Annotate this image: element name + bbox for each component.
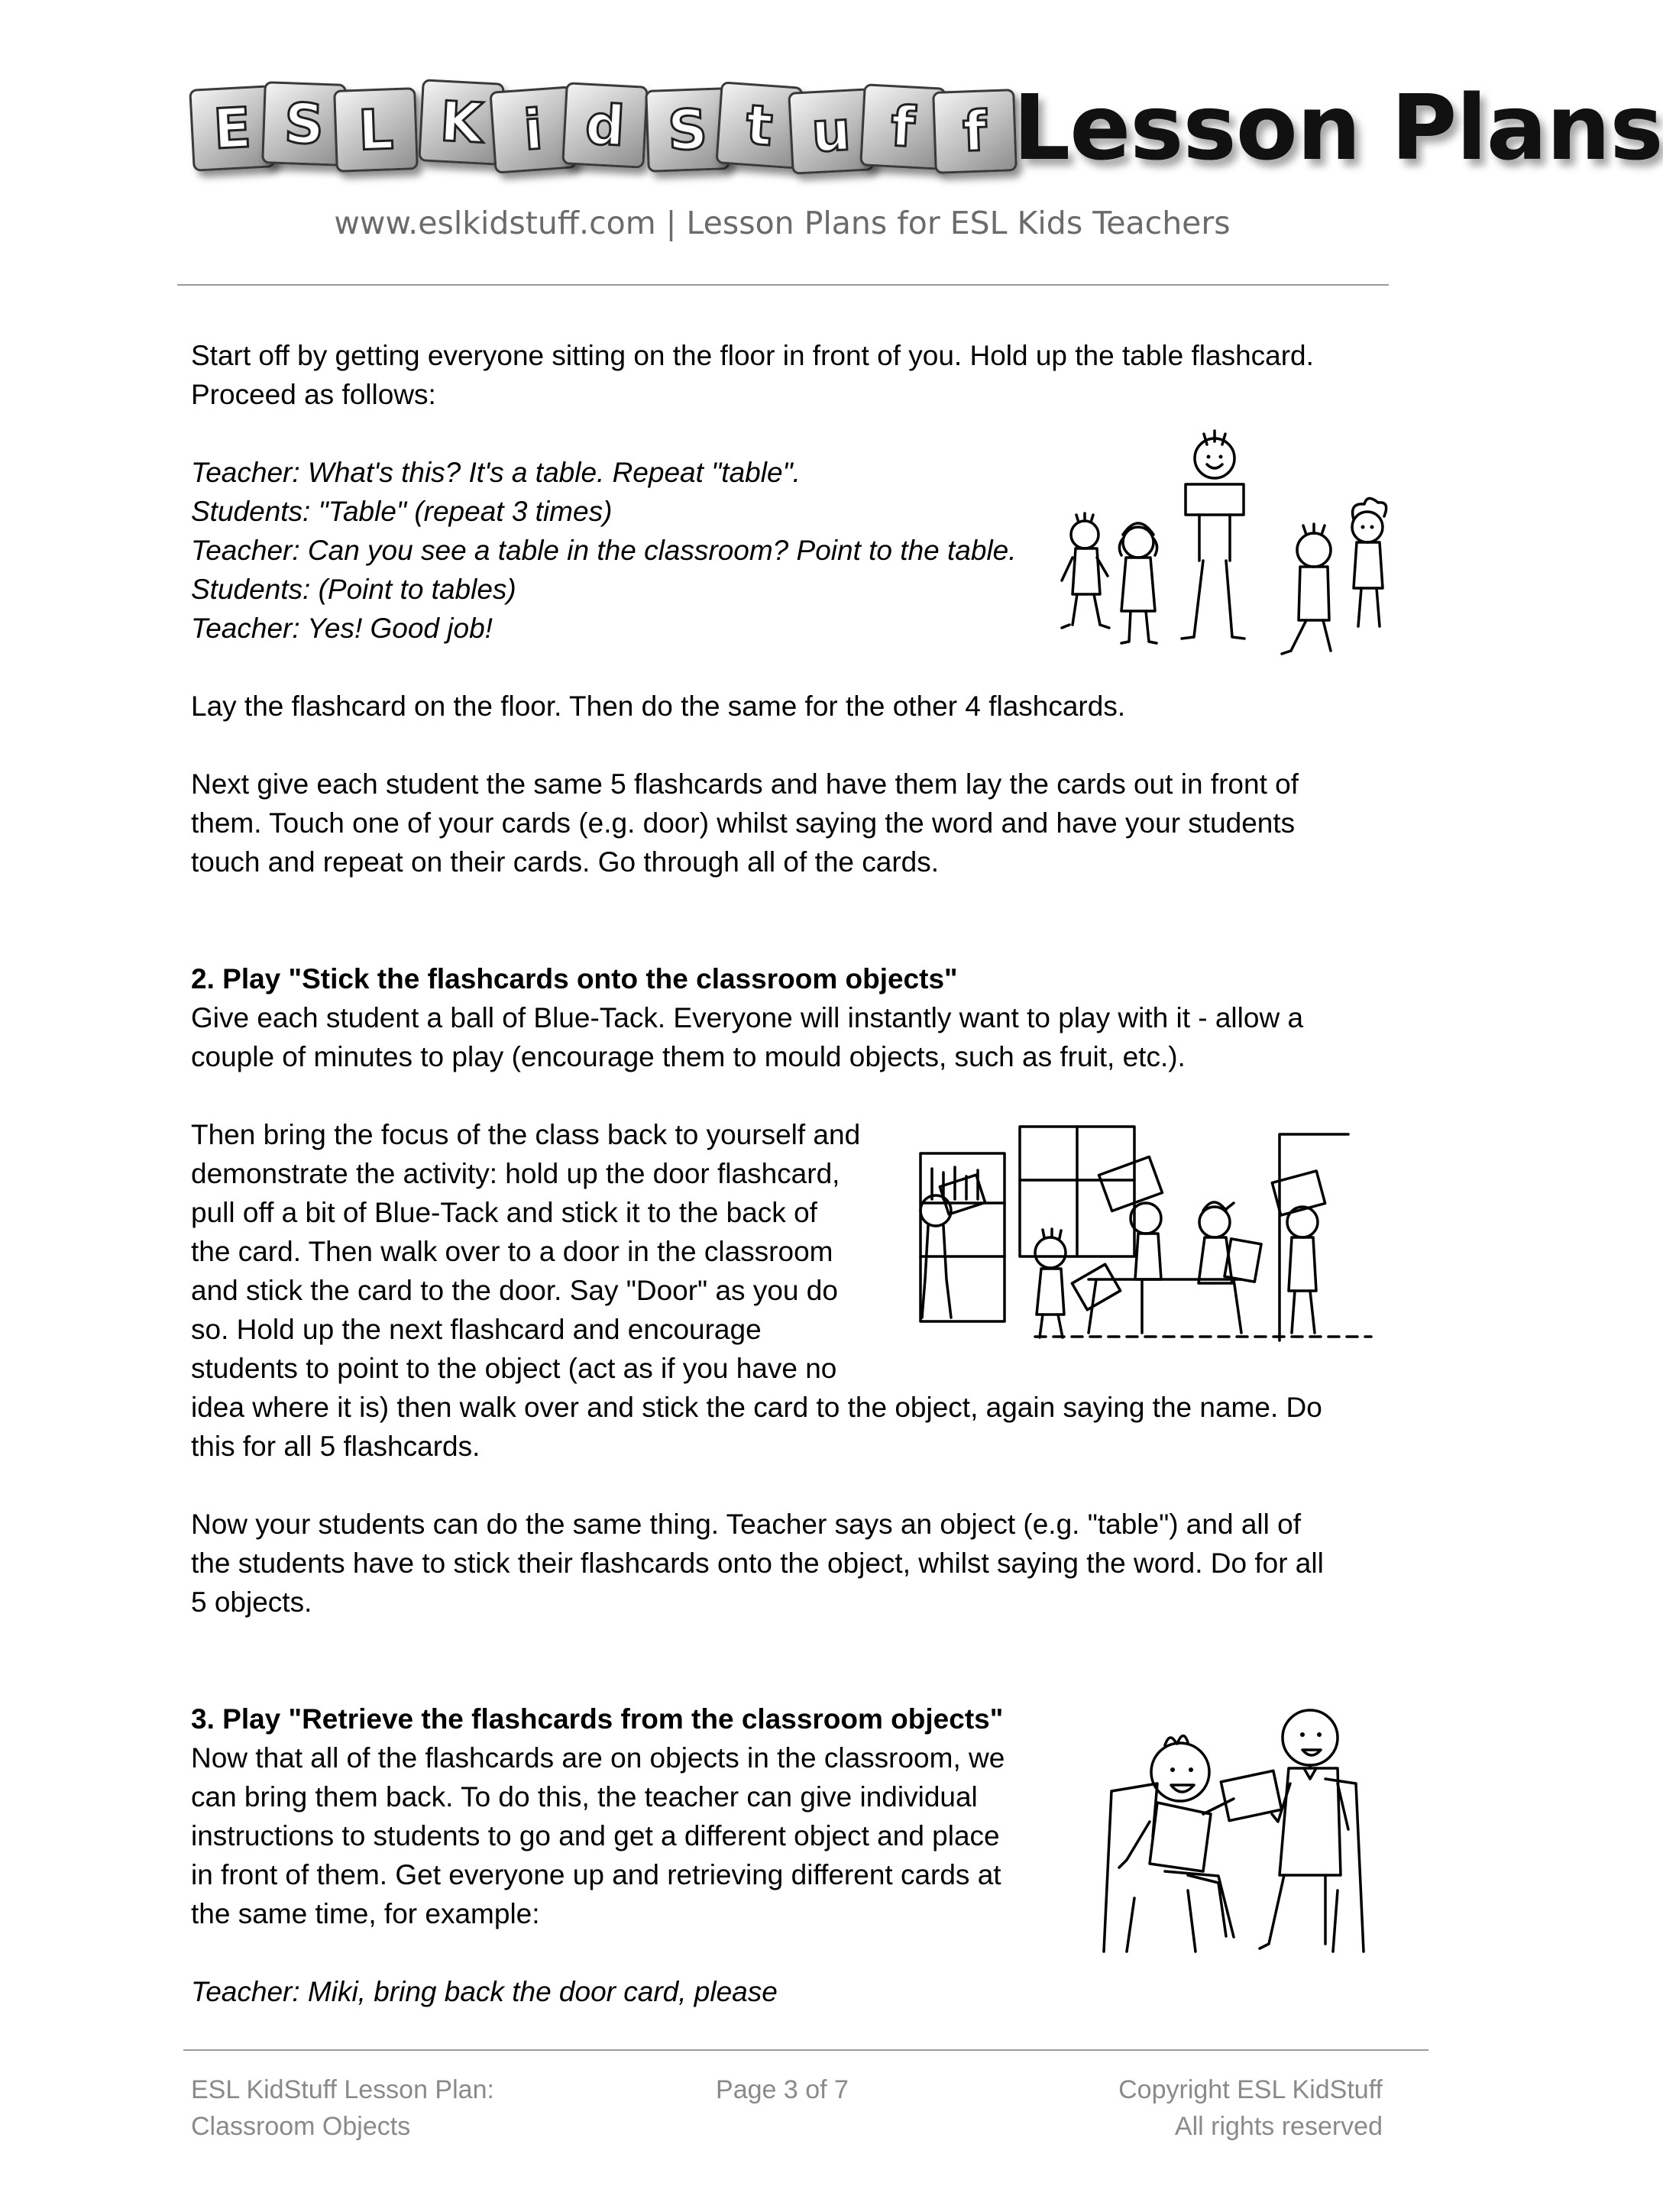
body-text: and stick the card to the door. Say "Door" as you do <box>191 1275 838 1306</box>
body-text: them. Touch one of your cards (e.g. door) whilst saying the word and have your students <box>191 807 1296 839</box>
body-text: students to point to the object (act as if you have no <box>191 1353 837 1384</box>
body-text: Give each student a ball of Blue-Tack. Everyone will instantly want to play with it - allow a <box>191 1002 1304 1033</box>
logo-block: S <box>645 87 730 173</box>
header-divider <box>177 284 1389 286</box>
logo-block: K <box>418 79 505 166</box>
seated-exchange-illustration <box>1089 1699 1394 1963</box>
body-text: Next give each student the same 5 flashcards and have them lay the cards out in front of <box>191 768 1299 800</box>
body-text: idea where it is) then walk over and stick the card to the object, again saying the name. Do <box>191 1392 1322 1423</box>
logo-block: S <box>261 81 347 167</box>
body-text: couple of minutes to play (encourage them to mould objects, such as fruit, etc.). <box>191 1041 1186 1072</box>
body-text: Now that all of the flashcards are on objects in the classroom, we <box>191 1742 1005 1774</box>
logo-block: u <box>788 88 875 175</box>
logo-block: L <box>333 87 419 173</box>
logo-block: i <box>489 86 577 173</box>
dialog-line: Teacher: Yes! Good job! <box>191 613 493 644</box>
logo-block: E <box>189 85 276 172</box>
body-text: the card. Then walk over to a door in the classroom <box>191 1236 833 1267</box>
footer-left-line: ESL KidStuff Lesson Plan: <box>191 2075 494 2104</box>
body-text: the students have to stick their flashcards onto the object, whilst saying the word. Do for all <box>191 1547 1324 1579</box>
dialog-line: Students: (Point to tables) <box>191 574 516 605</box>
site-subtitle[interactable]: www.eslkidstuff.com | Lesson Plans for ESL Kids Teachers <box>334 205 1231 241</box>
body-text: pull off a bit of Blue-Tack and stick it to the back of <box>191 1197 817 1228</box>
dialog-line: Teacher: Can you see a table in the classroom? Point to the table. <box>191 535 1017 566</box>
footer-divider <box>183 2049 1428 2051</box>
section-heading: 3. Play "Retrieve the flashcards from the classroom objects" <box>191 1703 1004 1735</box>
body-text: in front of them. Get everyone up and retrieving different cards at <box>191 1859 1001 1890</box>
dialog-line: Teacher: What's this? It's a table. Repeat "table". <box>191 457 801 488</box>
logo-block: f <box>932 89 1018 174</box>
footer-copyright <box>1118 2071 1383 2145</box>
section-heading: 2. Play "Stick the flashcards onto the classroom objects" <box>191 963 958 994</box>
body-text: 5 objects. <box>191 1586 312 1618</box>
body-text: so. Hold up the next flashcard and encourage <box>191 1314 762 1345</box>
teacher-with-children-illustration <box>1054 428 1406 657</box>
logo-block: f <box>859 83 946 170</box>
body-text: can bring them back. To do this, the teacher can give individual <box>191 1781 978 1813</box>
body-text: instructions to students to go and get a different object and place <box>191 1820 1000 1851</box>
body-text: Lay the flashcard on the floor. Then do the same for the other 4 flashcards. <box>191 690 1126 722</box>
footer-right-line: Copyright ESL KidStuff <box>1118 2075 1383 2104</box>
body-text: touch and repeat on their cards. Go through all of the cards. <box>191 846 940 878</box>
dialog-line: Teacher: Miki, bring back the door card, please <box>191 1976 778 2007</box>
logo-block: d <box>561 82 649 169</box>
site-logo[interactable] <box>191 63 1663 208</box>
logo-block: t <box>715 81 803 169</box>
body-text: this for all 5 flashcards. <box>191 1431 480 1462</box>
logo-title: Lesson Plans <box>1013 75 1663 180</box>
footer-left-line: Classroom Objects <box>191 2112 411 2141</box>
footer-right-line: All rights reserved <box>1174 2112 1383 2141</box>
intro-text: Start off by getting everyone sitting on the floor in front of you. Hold up the table flashcard. <box>191 340 1314 371</box>
body-text: Now your students can do the same thing. Teacher says an object (e.g. "table") and all of <box>191 1509 1301 1540</box>
body-text: Then bring the focus of the class back to yourself and <box>191 1119 861 1150</box>
dialog-line: Students: "Table" (repeat 3 times) <box>191 496 613 527</box>
classroom-illustration <box>913 1119 1371 1356</box>
intro-text: Proceed as follows: <box>191 379 436 410</box>
footer-page-number: Page 3 of 7 <box>716 2075 849 2104</box>
body-text: demonstrate the activity: hold up the door flashcard, <box>191 1158 840 1189</box>
body-text: the same time, for example: <box>191 1898 540 1929</box>
